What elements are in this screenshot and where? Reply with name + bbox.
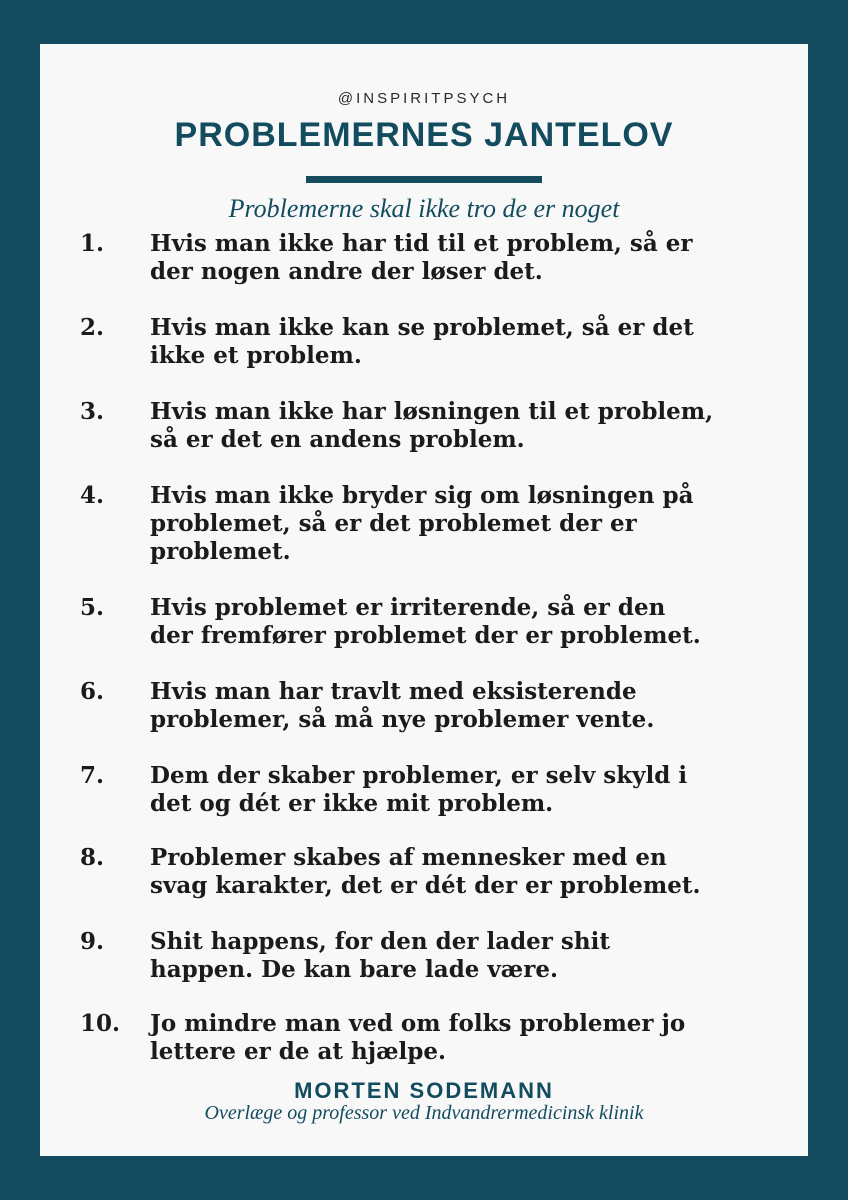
item-line: der nogen andre der løser det.: [150, 258, 543, 285]
item-line: Jo mindre man ved om folks problemer jo: [150, 1010, 686, 1037]
item-text: [150, 678, 790, 734]
item-text: [150, 230, 790, 286]
item-number: 9.: [80, 928, 105, 955]
item-line: Shit happens, for den der lader shit: [150, 928, 610, 955]
item-text: [150, 594, 790, 650]
author-name: MORTEN SODEMANN: [294, 1078, 554, 1103]
author-role: Overlæge og professor ved Indvandrermedicinsk klinik: [204, 1102, 644, 1124]
title-divider: [306, 176, 542, 183]
item-text: [150, 928, 790, 984]
item-number: 2.: [80, 314, 105, 341]
item-line: Hvis man ikke har løsningen til et problem,: [150, 398, 714, 425]
item-line: problemet, så er det problemet der er: [150, 510, 637, 537]
item-number: 8.: [80, 844, 105, 871]
item-number: 4.: [80, 482, 105, 509]
item-text: [150, 844, 790, 900]
item-line: der fremfører problemet der er problemet.: [150, 622, 701, 649]
item-number: 10.: [80, 1010, 121, 1037]
item-line: Hvis man har travlt med eksisterende: [150, 678, 637, 705]
item-line: problemet.: [150, 538, 291, 565]
item-number: 5.: [80, 594, 105, 621]
item-number: 3.: [80, 398, 105, 425]
item-text: [150, 482, 790, 566]
social-handle: @INSPIRITPSYCH: [337, 90, 511, 107]
item-line: Problemer skabes af mennesker med en: [150, 844, 667, 871]
item-line: happen. De kan bare lade være.: [150, 956, 558, 983]
item-text: [150, 398, 790, 454]
item-line: Hvis man ikke bryder sig om løsningen på: [150, 482, 694, 509]
item-line: Hvis man ikke har tid til et problem, så er: [150, 230, 693, 257]
item-number: 7.: [80, 762, 105, 789]
item-line: problemer, så må nye problemer vente.: [150, 706, 655, 733]
item-text: [150, 314, 790, 370]
item-number: 6.: [80, 678, 105, 705]
item-line: Hvis man ikke kan se problemet, så er det: [150, 314, 694, 341]
item-line: svag karakter, det er dét der er problemet.: [150, 872, 701, 899]
item-line: det og dét er ikke mit problem.: [150, 790, 554, 817]
item-text: [150, 762, 790, 818]
item-line: Dem der skaber problemer, er selv skyld i: [150, 762, 688, 789]
poster-title: PROBLEMERNES JANTELOV: [174, 116, 674, 154]
item-line: så er det en andens problem.: [150, 426, 525, 453]
item-line: Hvis problemet er irriterende, så er den: [150, 594, 666, 621]
poster-card: [40, 44, 808, 1156]
item-number: 1.: [80, 230, 105, 257]
item-text: [150, 1010, 790, 1066]
item-line: lettere er de at hjælpe.: [150, 1038, 446, 1065]
item-line: ikke et problem.: [150, 342, 362, 369]
poster-subtitle: Problemerne skal ikke tro de er noget: [228, 194, 620, 223]
